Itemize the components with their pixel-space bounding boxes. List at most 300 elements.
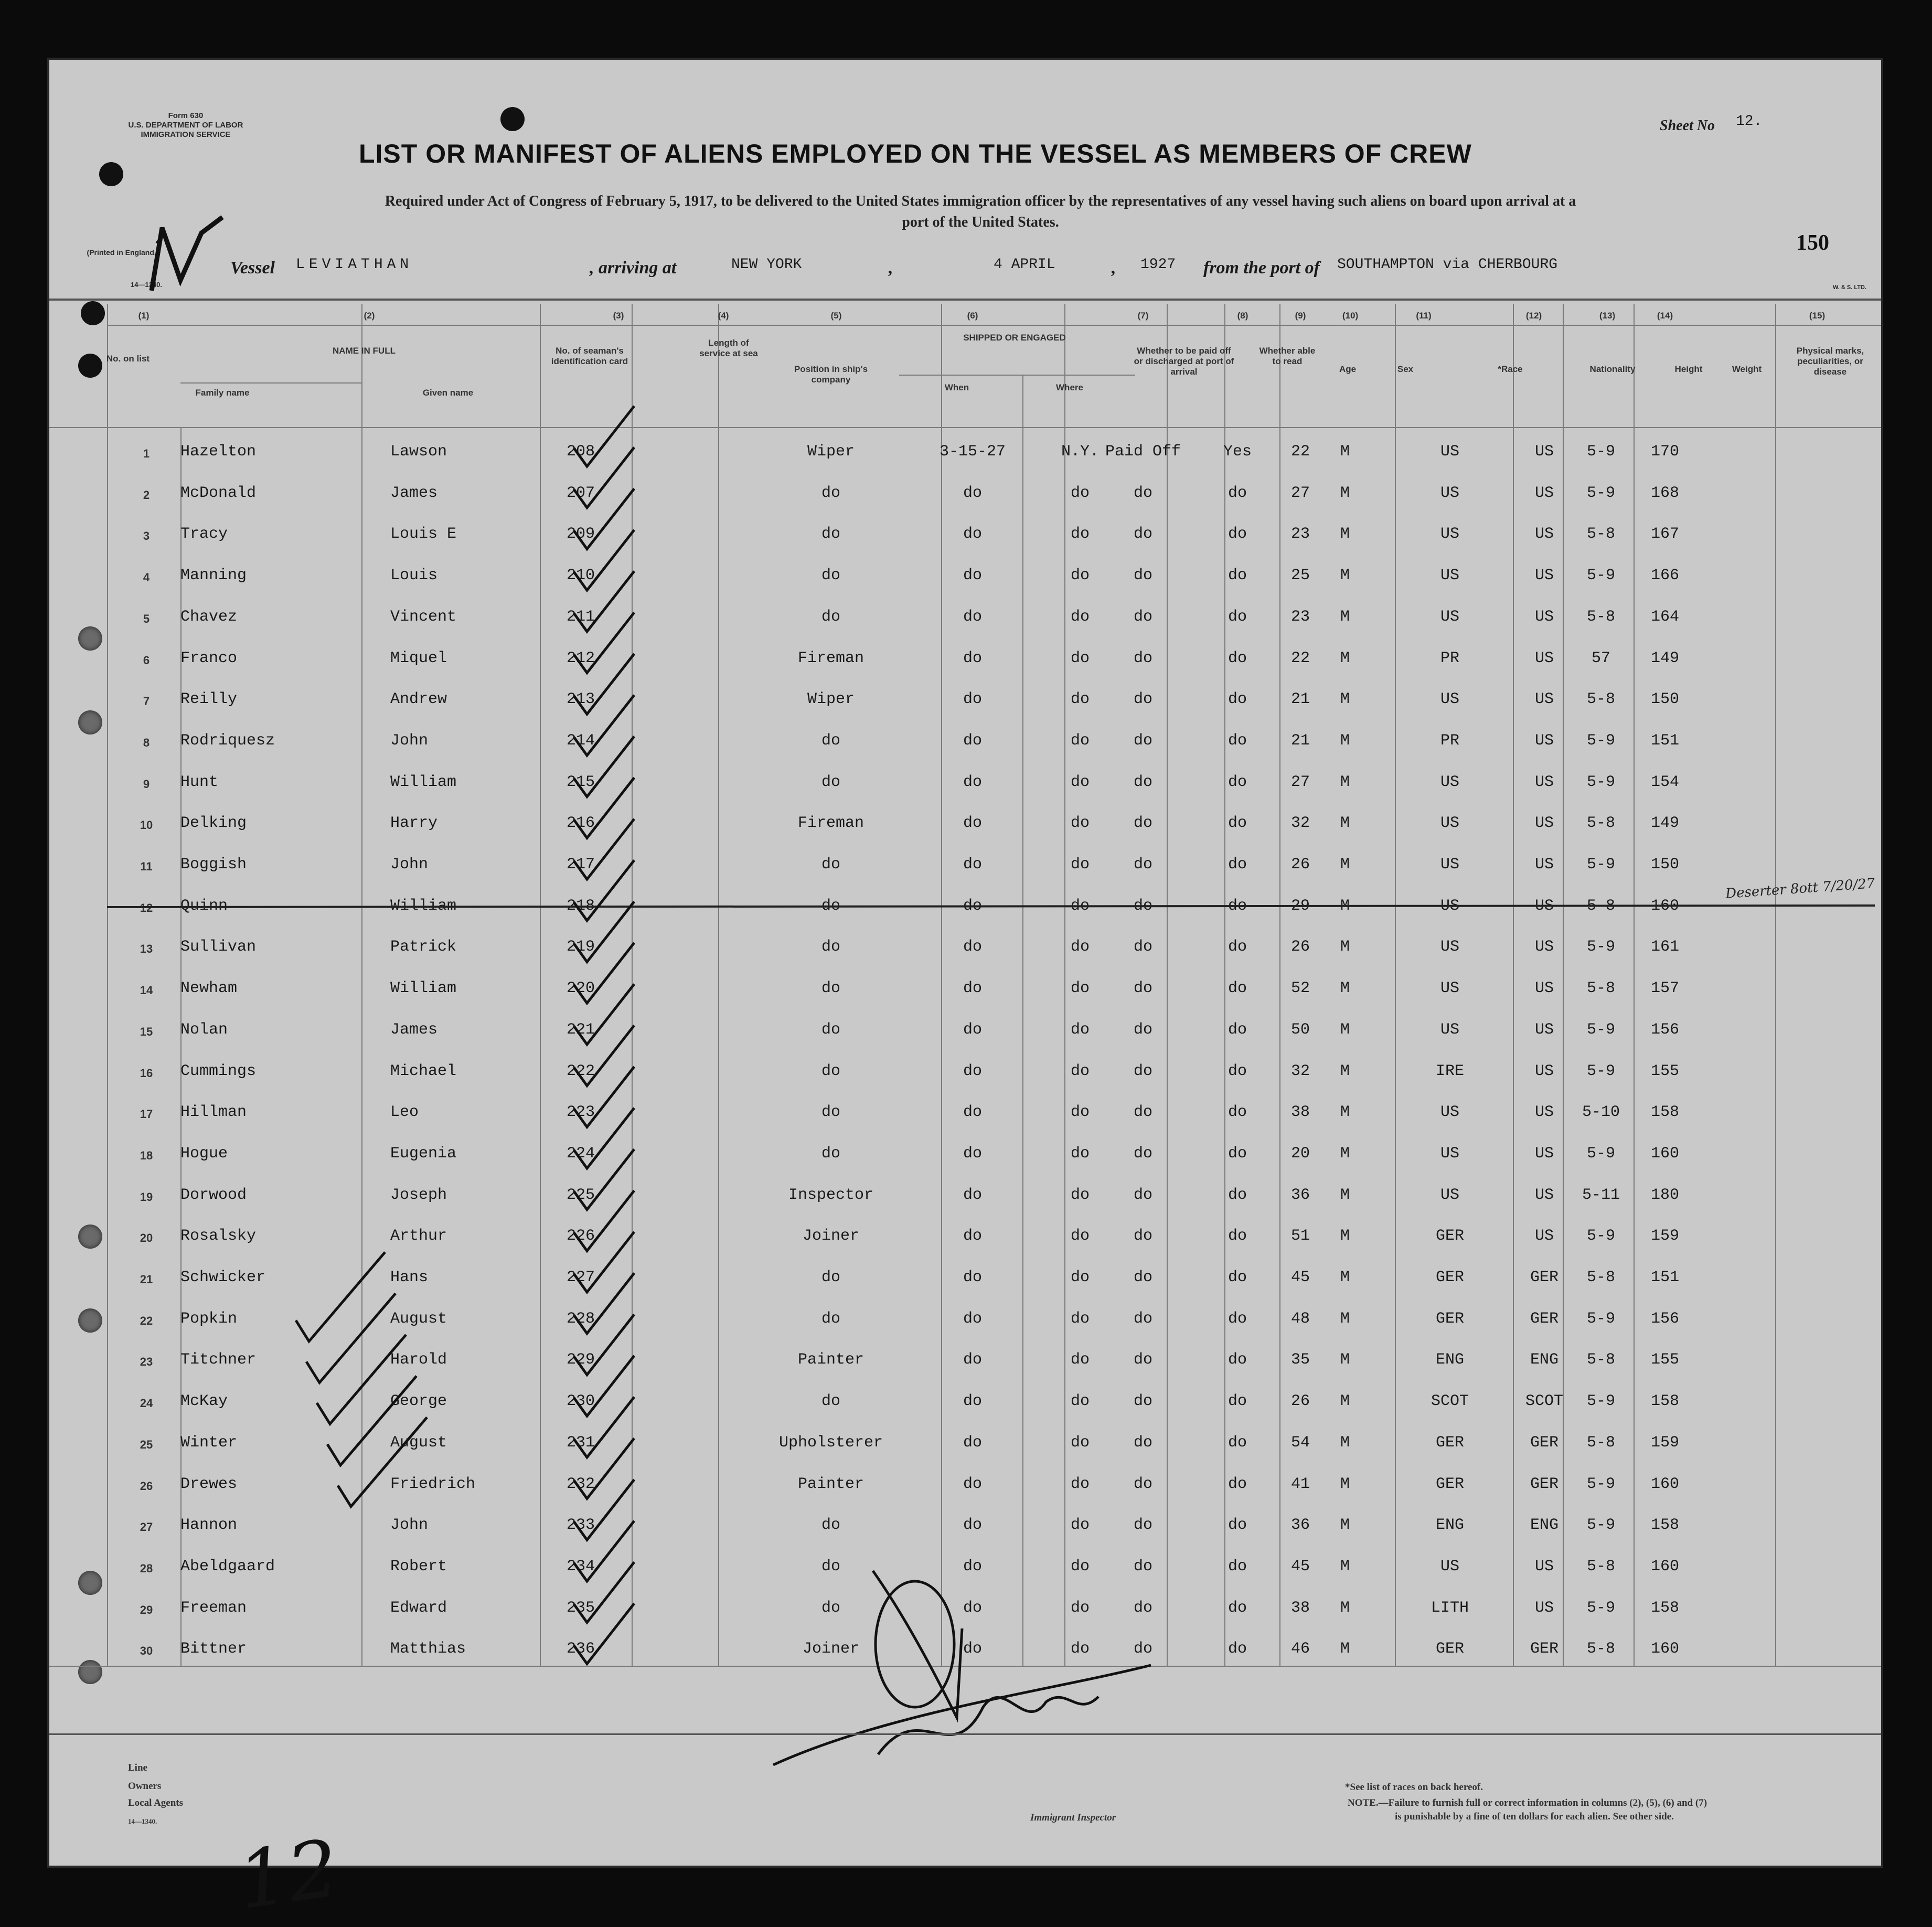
shipped-where-cell: do <box>1070 1599 1090 1617</box>
nationality-cell: US <box>1534 938 1554 956</box>
note-line-1: NOTE.—Failure to furnish full or correct information in columns (2), (5), (6) and (7) <box>1348 1797 1707 1808</box>
position-cell: Inspector <box>788 1186 874 1204</box>
form-label: Form 630 <box>168 111 204 120</box>
sex-cell: M <box>1340 525 1350 544</box>
shipped-when-cell: do <box>963 980 982 998</box>
column-number: (5) <box>830 311 842 321</box>
sex-cell: M <box>1340 649 1350 667</box>
paid-off-cell: do <box>1133 731 1152 750</box>
subtitle-line-2: port of the United States. <box>902 214 1059 230</box>
age-cell: 38 <box>1290 1103 1310 1122</box>
arrival-year: 1927 <box>1140 257 1176 273</box>
punch-hole <box>78 354 102 378</box>
weight-cell: 155 <box>1650 1062 1679 1080</box>
position-cell: do <box>821 1599 840 1617</box>
able-to-read-cell: do <box>1227 773 1247 791</box>
column-header-length-service: Length of service at sea <box>699 338 758 358</box>
shipped-when-cell: do <box>963 1433 982 1452</box>
paid-off-cell: do <box>1133 1309 1152 1328</box>
sex-cell: M <box>1340 484 1350 502</box>
height-cell: 5-9 <box>1586 1062 1615 1080</box>
nationality-cell: US <box>1534 525 1554 544</box>
able-to-read-cell: do <box>1227 649 1247 667</box>
height-cell: 5-9 <box>1586 1227 1615 1245</box>
shipped-when-cell: do <box>963 484 982 502</box>
height-cell: 5-9 <box>1586 1020 1615 1039</box>
age-cell: 32 <box>1290 814 1310 833</box>
id-card-cell: 233 <box>566 1516 595 1535</box>
sex-cell: M <box>1340 1599 1350 1617</box>
department-label: U.S. DEPARTMENT OF LABOR <box>128 121 243 130</box>
position-cell: do <box>821 484 840 502</box>
column-header-paid-off: Whether to be paid off or discharged at port of arrival <box>1134 346 1234 377</box>
sheet-label: Sheet No <box>1660 118 1715 134</box>
subtitle-line-1: Required under Act of Congress of February 5, 1917, to be delivered to the United States immigration officer by the representatives of any vessel having such aliens on board upon arrival at a <box>385 193 1576 209</box>
height-cell: 5-9 <box>1586 484 1615 502</box>
height-cell: 5-8 <box>1586 1640 1615 1658</box>
weight-cell: 160 <box>1650 1640 1679 1658</box>
table-top-rule <box>49 299 1881 301</box>
inspector-signature <box>773 1665 1151 1765</box>
sex-cell: M <box>1340 980 1350 998</box>
shipped-when-cell: do <box>963 567 982 585</box>
shipped-when-cell: do <box>963 773 982 791</box>
shipped-where-cell: do <box>1070 690 1090 709</box>
family-name-cell: Tracy <box>180 525 228 544</box>
sex-cell: M <box>1340 856 1350 874</box>
shipped-where-cell: do <box>1070 525 1090 544</box>
able-to-read-cell: do <box>1227 1599 1247 1617</box>
sex-cell: M <box>1340 814 1350 833</box>
family-name-cell: Winter <box>180 1433 238 1452</box>
nationality-cell: ENG <box>1530 1516 1559 1535</box>
id-card-cell: 226 <box>566 1227 595 1245</box>
age-cell: 52 <box>1290 980 1310 998</box>
column-header-able-read: Whether able to read <box>1259 346 1316 366</box>
id-card-cell: 213 <box>566 690 595 709</box>
height-cell: 5-8 <box>1586 1269 1615 1286</box>
sex-cell: M <box>1340 608 1350 626</box>
family-name-cell: Freeman <box>180 1599 247 1617</box>
nationality-cell: GER <box>1530 1475 1559 1493</box>
position-cell: Fireman <box>797 814 864 833</box>
shipped-where-cell: do <box>1070 1392 1090 1411</box>
row-number: 21 <box>140 1273 153 1286</box>
position-cell: do <box>821 856 840 874</box>
column-header-physical: Physical marks, peculiarities, or disease <box>1796 346 1864 377</box>
nationality-cell: US <box>1534 484 1554 502</box>
position-cell: do <box>821 773 840 791</box>
punch-hole <box>81 301 105 325</box>
age-cell: 23 <box>1290 525 1310 544</box>
height-cell: 5-8 <box>1586 1433 1615 1452</box>
id-card-cell: 232 <box>566 1475 595 1493</box>
sex-cell: M <box>1340 897 1350 915</box>
punch-hole <box>99 162 123 186</box>
paid-off-cell: do <box>1133 608 1152 626</box>
race-cell: US <box>1440 690 1459 709</box>
height-cell: 5-8 <box>1586 980 1615 998</box>
family-name-cell: Newham <box>180 980 238 998</box>
row-number: 5 <box>143 612 150 625</box>
sex-cell: M <box>1340 443 1350 461</box>
age-cell: 54 <box>1290 1433 1310 1452</box>
family-name-cell: Hunt <box>180 773 219 791</box>
given-name-cell: Miquel <box>390 649 447 667</box>
race-cell: LITH <box>1431 1599 1469 1617</box>
height-cell: 5-9 <box>1586 443 1615 461</box>
race-cell: ENG <box>1435 1351 1464 1369</box>
height-cell: 5-9 <box>1586 1599 1615 1617</box>
id-card-cell: 227 <box>566 1269 595 1286</box>
sex-cell: M <box>1340 1103 1350 1122</box>
shipped-where-cell: do <box>1070 1433 1090 1452</box>
able-to-read-cell: do <box>1227 856 1247 874</box>
given-name-cell: James <box>390 484 438 502</box>
given-name-cell: Edward <box>390 1599 447 1617</box>
arriving-label: , arriving at <box>590 258 677 278</box>
age-cell: 36 <box>1290 1516 1310 1535</box>
shipped-when-cell: do <box>963 690 982 709</box>
position-cell: do <box>821 1103 840 1122</box>
able-to-read-cell: do <box>1227 1227 1247 1245</box>
given-name-cell: John <box>390 731 429 750</box>
family-name-cell: Boggish <box>180 856 247 874</box>
height-cell: 5-8 <box>1586 690 1615 709</box>
family-name-cell: Titchner <box>180 1351 257 1369</box>
family-name-cell: Nolan <box>180 1020 228 1039</box>
age-cell: 21 <box>1290 731 1310 750</box>
shipped-where-cell: do <box>1070 1227 1090 1245</box>
nationality-cell: US <box>1534 897 1554 915</box>
position-cell: Fireman <box>797 649 864 667</box>
paid-off-cell: do <box>1133 1269 1152 1286</box>
id-card-cell: 207 <box>566 484 595 502</box>
column-header-given-name: Given name <box>422 388 474 398</box>
service-label: IMMIGRATION SERVICE <box>141 130 231 139</box>
row-number: 7 <box>143 695 150 708</box>
paid-off-cell: do <box>1133 1516 1152 1535</box>
height-cell: 5-9 <box>1586 1475 1615 1493</box>
weight-cell: 151 <box>1650 1269 1679 1286</box>
column-number: (8) <box>1237 311 1248 321</box>
id-card-cell: 220 <box>566 980 595 998</box>
given-name-cell: Andrew <box>390 690 447 709</box>
row-number: 28 <box>140 1561 153 1575</box>
shipped-where-cell: do <box>1070 731 1090 750</box>
race-cell: US <box>1440 1186 1459 1204</box>
race-cell: GER <box>1435 1227 1464 1245</box>
sex-cell: M <box>1340 1516 1350 1535</box>
height-cell: 5-9 <box>1586 938 1615 956</box>
column-header-name-in-full: NAME IN FULL <box>333 346 396 356</box>
column-header-race: *Race <box>1498 364 1523 374</box>
given-name-cell: Arthur <box>390 1227 447 1245</box>
race-cell: PR <box>1440 649 1459 667</box>
age-cell: 22 <box>1290 443 1310 461</box>
sex-cell: M <box>1340 1020 1350 1039</box>
race-cell: US <box>1440 897 1459 915</box>
column-header-weight: Weight <box>1732 364 1762 374</box>
family-name-cell: McDonald <box>180 484 257 502</box>
column-number: (14) <box>1657 311 1673 321</box>
height-cell: 5-9 <box>1586 1309 1615 1328</box>
able-to-read-cell: do <box>1227 1640 1247 1658</box>
age-cell: 26 <box>1290 1392 1310 1411</box>
race-cell: GER <box>1435 1269 1464 1286</box>
shipped-where-cell: do <box>1070 897 1090 915</box>
paid-off-cell: do <box>1133 525 1152 544</box>
race-cell: ENG <box>1435 1516 1464 1535</box>
nationality-cell: US <box>1534 690 1554 709</box>
note-line-2: is punishable by a fine of ten dollars for each alien. See other side. <box>1395 1811 1674 1822</box>
race-cell: US <box>1440 1557 1459 1575</box>
weight-cell: 158 <box>1650 1516 1679 1535</box>
able-to-read-cell: do <box>1227 1269 1247 1286</box>
age-cell: 20 <box>1290 1144 1310 1163</box>
footer-form-code: 14—1340. <box>128 1817 157 1825</box>
shipped-where-cell: do <box>1070 1309 1090 1328</box>
shipped-where-cell: do <box>1070 484 1090 502</box>
column-number: (12) <box>1525 311 1542 321</box>
shipped-when-cell: do <box>963 1599 982 1617</box>
height-cell: 57 <box>1591 649 1610 667</box>
shipped-where-cell: do <box>1070 1020 1090 1039</box>
id-card-cell: 231 <box>566 1433 595 1452</box>
height-cell: 5-8 <box>1586 1557 1615 1575</box>
given-name-cell: Harold <box>390 1351 447 1369</box>
family-name-cell: Hannon <box>180 1516 238 1535</box>
row-number: 20 <box>140 1231 153 1245</box>
weight-cell: 156 <box>1650 1309 1679 1328</box>
age-cell: 46 <box>1290 1640 1310 1658</box>
race-cell: US <box>1440 980 1459 998</box>
id-card-cell: 215 <box>566 773 595 791</box>
family-name-cell: Chavez <box>180 608 238 626</box>
height-cell: 5-9 <box>1586 1144 1615 1163</box>
shipped-when-cell: do <box>963 525 982 544</box>
able-to-read-cell: do <box>1227 1062 1247 1080</box>
shipped-when-cell: do <box>963 731 982 750</box>
shipped-when-cell: do <box>963 1144 982 1163</box>
shipped-when-cell: do <box>963 1640 982 1658</box>
family-name-cell: Schwicker <box>180 1269 266 1286</box>
column-number: (13) <box>1599 311 1616 321</box>
able-to-read-cell: do <box>1227 980 1247 998</box>
id-card-cell: 234 <box>566 1557 595 1575</box>
sex-cell: M <box>1340 1557 1350 1575</box>
arrival-port: NEW YORK <box>731 257 802 273</box>
able-to-read-cell: do <box>1227 1144 1247 1163</box>
age-cell: 23 <box>1290 608 1310 626</box>
column-header-nationality: Nationality <box>1589 364 1636 374</box>
paid-off-cell: Paid Off <box>1105 443 1181 461</box>
owners-label: Owners <box>128 1781 162 1792</box>
given-name-cell: William <box>390 773 457 791</box>
shipped-when-cell: do <box>963 1062 982 1080</box>
sex-cell: M <box>1340 1351 1350 1369</box>
race-cell: GER <box>1435 1309 1464 1328</box>
shipped-where-cell: do <box>1070 1144 1090 1163</box>
position-cell: do <box>821 1516 840 1535</box>
paid-off-cell: do <box>1133 773 1152 791</box>
nationality-cell: US <box>1534 1599 1554 1617</box>
paid-off-cell: do <box>1133 1062 1152 1080</box>
row-number: 22 <box>140 1314 153 1327</box>
height-cell: 5-8 <box>1586 608 1615 626</box>
column-number: (4) <box>718 311 729 321</box>
race-cell: US <box>1440 1144 1459 1163</box>
paid-off-cell: do <box>1133 567 1152 585</box>
given-name-cell: William <box>390 897 457 915</box>
given-name-cell: Louis <box>390 567 438 585</box>
weight-cell: 158 <box>1650 1392 1679 1411</box>
column-number: (15) <box>1809 311 1826 321</box>
position-cell: do <box>821 608 840 626</box>
family-name-cell: Hogue <box>180 1144 228 1163</box>
shipped-when-cell: do <box>963 649 982 667</box>
printed-label: (Printed in England.) <box>87 248 159 257</box>
nationality-cell: US <box>1534 567 1554 585</box>
sex-cell: M <box>1340 1269 1350 1286</box>
shipped-where-cell: do <box>1070 1269 1090 1286</box>
age-cell: 29 <box>1290 897 1310 915</box>
row-number: 16 <box>140 1066 153 1080</box>
shipped-subheader-rule <box>899 375 1135 376</box>
row-number: 25 <box>140 1438 153 1451</box>
shipped-when-cell: do <box>963 1227 982 1245</box>
nationality-cell: US <box>1534 1062 1554 1080</box>
family-name-cell: Bittner <box>180 1640 247 1658</box>
able-to-read-cell: do <box>1227 567 1247 585</box>
sex-cell: M <box>1340 1433 1350 1452</box>
position-cell: do <box>821 1020 840 1039</box>
race-cell: GER <box>1435 1475 1464 1493</box>
shipped-where-cell: do <box>1070 1351 1090 1369</box>
family-name-cell: Sullivan <box>180 938 257 956</box>
row-number: 1 <box>143 447 150 460</box>
row-number: 14 <box>140 984 153 997</box>
deserted-note: Deserter 8ott 7/20/27 <box>1725 876 1876 902</box>
paid-off-cell: do <box>1133 814 1152 833</box>
race-cell: IRE <box>1435 1062 1464 1080</box>
nationality-cell: US <box>1534 1020 1554 1039</box>
id-card-cell: 222 <box>566 1062 595 1080</box>
paid-off-cell: do <box>1133 649 1152 667</box>
position-cell: Painter <box>797 1351 864 1369</box>
nationality-cell: GER <box>1530 1640 1559 1658</box>
paid-off-cell: do <box>1133 1103 1152 1122</box>
row-number: 24 <box>140 1397 153 1410</box>
race-cell: US <box>1440 856 1459 874</box>
id-card-cell: 230 <box>566 1392 595 1411</box>
height-cell: 5-9 <box>1586 1516 1615 1535</box>
able-to-read-cell: do <box>1227 1557 1247 1575</box>
row-number: 9 <box>143 777 150 791</box>
manifest-sheet: Form 630 U.S. DEPARTMENT OF LABOR IMMIGRATION SERVICE (Printed in England.) 14—1340. Sheet No 12. LIST OR MANIFEST OF ALIENS EMPLOYED ON THE VESSEL AS MEMBERS OF CREW Required under Act of Congress of February 5, 1917, to be delivered to the United States immigration officer by the representatives of any vessel having such aliens on board upon arrival at a port of the United States. 150 Vessel LEVIATHAN , arriving at NEW YORK , 4 APRIL , 1927 from the port of SOUTHAMPTON via CHERBOURG W. & S. LTD. (1) (2) (3) (4) (5) (6) (7) (8) (9) (10) (11) (12) (13) (14) (15) No. on list NAME IN FULL Family name Given name No. of seaman's identification card Length of service at sea Position in ship's company SHIPPED OR ENGAGED When Where Whether to be paid off or discharged at port of arrival Whether able to read Age Sex *Race Nationality Height Weight Physical marks, peculiarities, or disease 1 Hazelton Lawson 208 Wiper 3-15-27 N.Y. Paid Off Yes 22 M US US 5-9 170 2 McDonald James 207 do do do do do 27 M US US 5-9 168 3 Tracy Louis E 209 do do do do do 23 M US US 5-8 167 4 Manning Louis 210 do do do do do 25 M US US 5-9 166 5 Chavez Vincent 211 do do do do do 23 M US US 5-8 164 6 Franco Miquel 212 Fireman do do do do 22 M PR US 57 149 7 Reilly Andrew 213 Wiper do do do do 21 M US US 5-8 150 8 Rodriquesz John 214 do do do do do 21 M PR US 5-9 151 9 Hunt William 215 do do do do do 27 M US US 5-9 154 10 Delking Harry 216 Fireman do do do do 32 M US US 5-8 149 11 Boggish John 217 do do do do do 26 M US US 5-9 150 12 Quinn William 218 do do do do do 29 M US US 5-8 160 13 Sullivan Patrick 219 do do do do do 26 M US US 5-9 161 14 Newham William 220 do do do do do 52 M US US 5-8 157 15 Nolan James 221 do do do do do 50 M US US 5-9 156 16 Cummings Michael 222 do do do do do 32 M IRE US 5-9 155 17 Hillman Leo 223 do do do do do 38 M US US 5-10 158 18 Hogue Eugenia 224 do do do do do 20 M US US 5-9 160 19 Dorwood Joseph 225 Inspector do do do do 36 M US US 5-11 180 20 Rosalsky Arthur 226 Joiner do do do do 51 M GER US 5-9 159 21 Schwicker Hans 227 do do do do do 45 M GER GER 5-8 151 22 Popkin August 228 do do do do do 48 M GER GER 5-9 156 23 Titchner Harold 229 Painter do do do do 35 M ENG ENG 5-8 155 24 McKay George 230 do do do do do 26 M SCOT SCOT 5-9 158 25 Winter August 231 Upholsterer do do do do 54 M GER GER 5-8 159 26 Drewes Friedrich 232 Painter do do do do 41 M GER GER 5-9 160 27 Hannon John 233 do do do do do 36 M ENG ENG 5-9 158 28 Abeldgaard Robert 234 do do do do do 45 M US US 5-8 160 29 Freeman Edward 235 do do do do do 38 M LITH US 5-9 158 30 Bittner Matthias 236 Joiner do do do do 46 M GER GER 5-8 160 Deserter 8ott 7/20/27 12 Line Owners Local Agents 14—1340. Immigrant Inspector *See list of races on back hereof. NOTE.—Failure to furnish full or correct information in columns (2), (5), (6) and (7) is punishable by a fine of ten dollars for each alien. See other side. <box>47 58 1883 1868</box>
weight-cell: 161 <box>1650 938 1679 956</box>
shipped-when-cell: do <box>963 897 982 915</box>
family-name-cell: Cummings <box>180 1062 257 1080</box>
from-label: from the port of <box>1203 258 1320 278</box>
paid-off-cell: do <box>1133 980 1152 998</box>
column-header-where: Where <box>1056 382 1083 392</box>
height-cell: 5-9 <box>1586 773 1615 791</box>
id-card-cell: 236 <box>566 1640 595 1658</box>
position-cell: do <box>821 938 840 956</box>
family-name-cell: Manning <box>180 567 247 585</box>
given-name-cell: William <box>390 980 457 998</box>
sex-cell: M <box>1340 1144 1350 1163</box>
height-cell: 5-9 <box>1586 1392 1615 1411</box>
row-number: 2 <box>143 488 150 502</box>
position-cell: Wiper <box>807 690 855 709</box>
race-cell: GER <box>1435 1640 1464 1658</box>
shipped-where-cell: do <box>1070 1557 1090 1575</box>
height-cell: 5-9 <box>1586 856 1615 874</box>
id-card-cell: 225 <box>566 1186 595 1204</box>
age-cell: 38 <box>1290 1599 1310 1617</box>
sex-cell: M <box>1340 731 1350 750</box>
age-cell: 22 <box>1290 649 1310 667</box>
height-cell: 5-8 <box>1586 525 1615 544</box>
id-card-cell: 214 <box>566 731 595 750</box>
height-cell: 5-10 <box>1582 1103 1620 1122</box>
nationality-cell: US <box>1534 856 1554 874</box>
able-to-read-cell: do <box>1227 484 1247 502</box>
age-cell: 50 <box>1290 1020 1310 1039</box>
age-cell: 51 <box>1290 1227 1310 1245</box>
row-number: 6 <box>143 653 150 667</box>
weight-cell: 149 <box>1650 814 1679 833</box>
sex-cell: M <box>1340 1062 1350 1080</box>
shipped-where-cell: do <box>1070 1475 1090 1493</box>
given-name-cell: Michael <box>390 1062 457 1080</box>
shipped-when-cell: do <box>963 814 982 833</box>
shipped-where-cell: do <box>1070 1062 1090 1080</box>
weight-cell: 160 <box>1650 897 1679 915</box>
weight-cell: 154 <box>1650 773 1679 791</box>
family-name-cell: Reilly <box>180 690 238 709</box>
id-card-cell: 211 <box>566 608 595 626</box>
row-number: 18 <box>140 1148 153 1162</box>
weight-cell: 167 <box>1650 525 1679 544</box>
able-to-read-cell: do <box>1227 608 1247 626</box>
given-name-cell: Robert <box>390 1557 447 1575</box>
position-cell: do <box>821 525 840 544</box>
position-cell: do <box>821 1269 840 1286</box>
weight-cell: 160 <box>1650 1475 1679 1493</box>
family-name-cell: Rosalsky <box>180 1227 257 1245</box>
shipped-where-cell: do <box>1070 1516 1090 1535</box>
able-to-read-cell: do <box>1227 1186 1247 1204</box>
able-to-read-cell: do <box>1227 731 1247 750</box>
family-name-cell: Rodriquesz <box>180 731 275 750</box>
family-name-cell: Quinn <box>180 897 228 915</box>
id-card-cell: 224 <box>566 1144 595 1163</box>
able-to-read-cell: do <box>1227 897 1247 915</box>
id-card-cell: 219 <box>566 938 595 956</box>
shipped-when-cell: do <box>963 1309 982 1328</box>
weight-cell: 168 <box>1650 484 1679 502</box>
row-number: 12 <box>140 901 153 914</box>
race-cell: US <box>1440 443 1459 461</box>
family-name-cell: Franco <box>180 649 238 667</box>
column-number: (11) <box>1416 311 1432 321</box>
sex-cell: M <box>1340 1227 1350 1245</box>
weight-cell: 164 <box>1650 608 1679 626</box>
column-header-when: When <box>944 382 969 392</box>
